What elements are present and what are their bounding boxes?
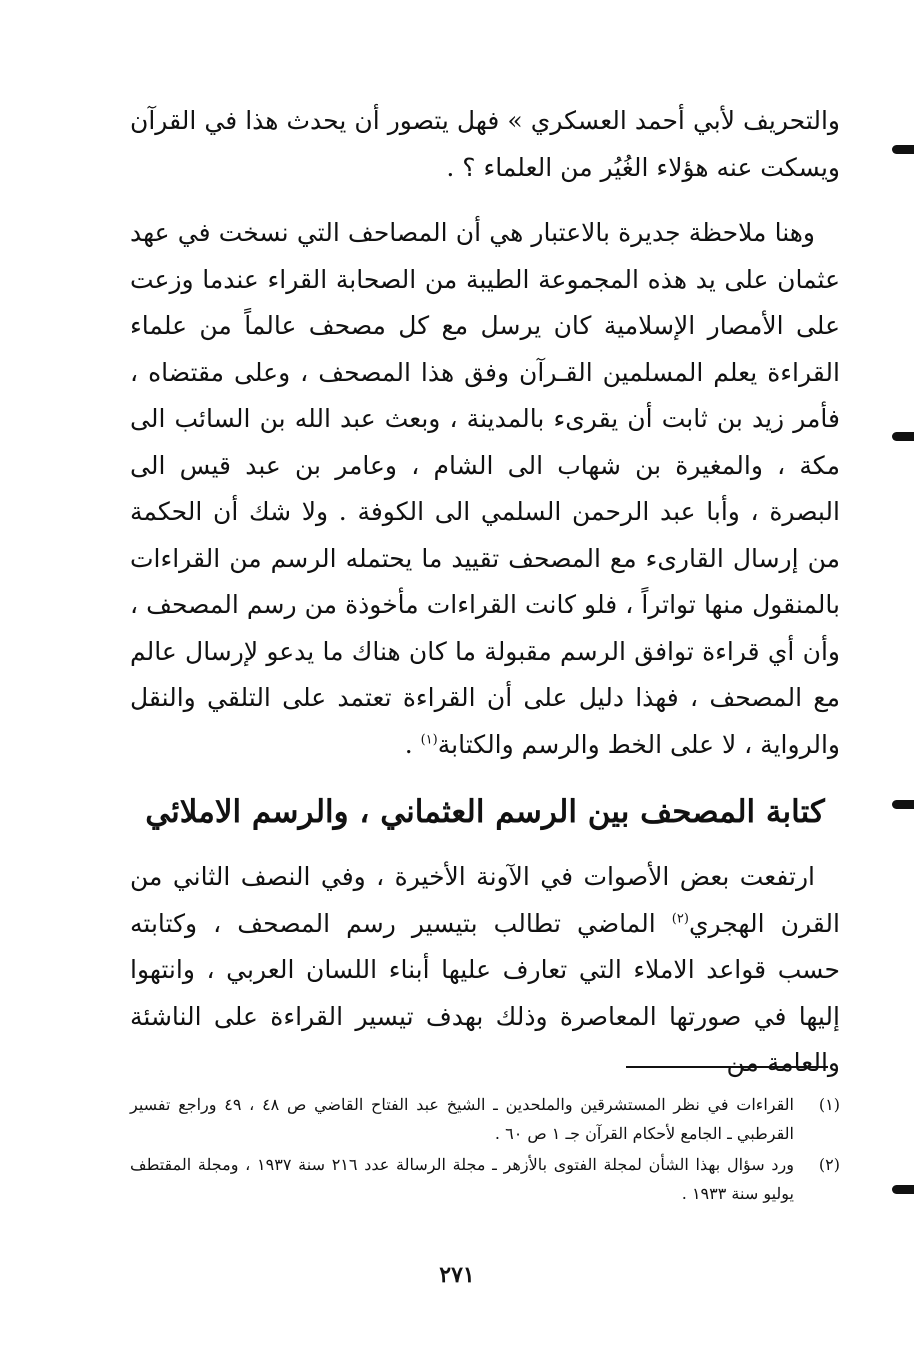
margin-edge-mark	[892, 432, 914, 441]
footnote-text: القراءات في نظر المستشرقين والملحدين ـ الشيخ عبد الفتاح القاضي ص ٤٨ ، ٤٩ وراجع تفسير القرطبي ـ الجامع لأحكام القرآن جـ ١ ص ٦٠ .	[130, 1095, 795, 1143]
section-heading: كتابة المصحف بين الرسم العثماني ، والرسم الاملائي	[145, 794, 825, 830]
paragraph-2-end: .	[404, 729, 421, 759]
margin-edge-mark	[892, 1185, 914, 1194]
footnote-divider	[626, 1066, 828, 1068]
paragraph-2-body: وهنا ملاحظة جديرة بالاعتبار هي أن المصاحف التي نسخت في عهد عثمان على يد هذه المجموعة الطيبة من الصحابة القراء عندما وزعت على الأمصار الإسلامية كان يرسل مع كل مصحف عالماً من علماء القراءة يعلم المسلمين القـرآن وفق هذا المصحف ، وعلى مقتضاه ، فأمر زيد بن ثابت أن يقرىء بالمدينة ، وبعث عبد الله بن السائب الى مكة ، والمغيرة بن شهاب الى الشام ، وعامر بن عبد قيس الى البصرة ، وأبا عبد الرحمن السلمي الى الكوفة . ولا شك أن الحكمة من إرسال القارىء مع المصحف تقييد ما يحتمله الرسم من القراءات بالمنقول منها تواتراً ، فلو كانت القراءات مأخوذة من رسم المصحف ، وأن أي قراءة توافق الرسم مقبولة ما كان هناك ما يدعو لإرسال عالم مع المصحف ، فهذا دليل على أن القراءة تعتمد على التلقي والنقل والرواية ، لا على الخط والرسم والكتابة	[130, 218, 840, 759]
footnote-2	[130, 1150, 840, 1208]
paragraph-2-text	[130, 210, 840, 768]
margin-edge-mark	[892, 145, 914, 154]
paragraph-3	[130, 854, 840, 1087]
paragraph-2	[130, 210, 840, 768]
paragraph-3-start: ارتفعت بعض الأصوات في الآونة الأخيرة ، وفي النصف الثاني من القرن الهجري	[130, 862, 840, 938]
footnote-ref-2: (٢)	[671, 911, 689, 927]
paragraph-1-text: والتحريف لأبي أحمد العسكري » فهل يتصور أن يحدث هذا في القرآن ويسكت عنه هؤلاء الغُيُر من العلماء ؟ .	[130, 106, 840, 182]
page-number: ٢٧١	[439, 1262, 475, 1288]
footnote-1	[130, 1090, 840, 1148]
footnote-number: (١)	[818, 1095, 840, 1114]
paragraph-1	[130, 98, 840, 191]
paragraph-3-end: الماضي تطالب بتيسير رسم المصحف ، وكتابته حسب قواعد الاملاء التي تعارف عليها أبناء اللسان العربي ، وانتهوا إليها في صورتها المعاصرة وذلك بهدف تيسير القراءة على الناشئة والعامة من	[130, 908, 840, 1077]
footnote-text: ورد سؤال بهذا الشأن لمجلة الفتوى بالأزهر ـ مجلة الرسالة عدد ٢١٦ سنة ١٩٣٧ ، ومجلة المقتطف يوليو سنة ١٩٣٣ .	[130, 1155, 794, 1203]
paragraph-3-text	[130, 854, 840, 1087]
margin-edge-mark	[892, 800, 914, 809]
footnotes	[130, 1090, 840, 1210]
footnote-ref-1: (١)	[420, 732, 438, 748]
footnote-number: (٢)	[818, 1155, 840, 1174]
